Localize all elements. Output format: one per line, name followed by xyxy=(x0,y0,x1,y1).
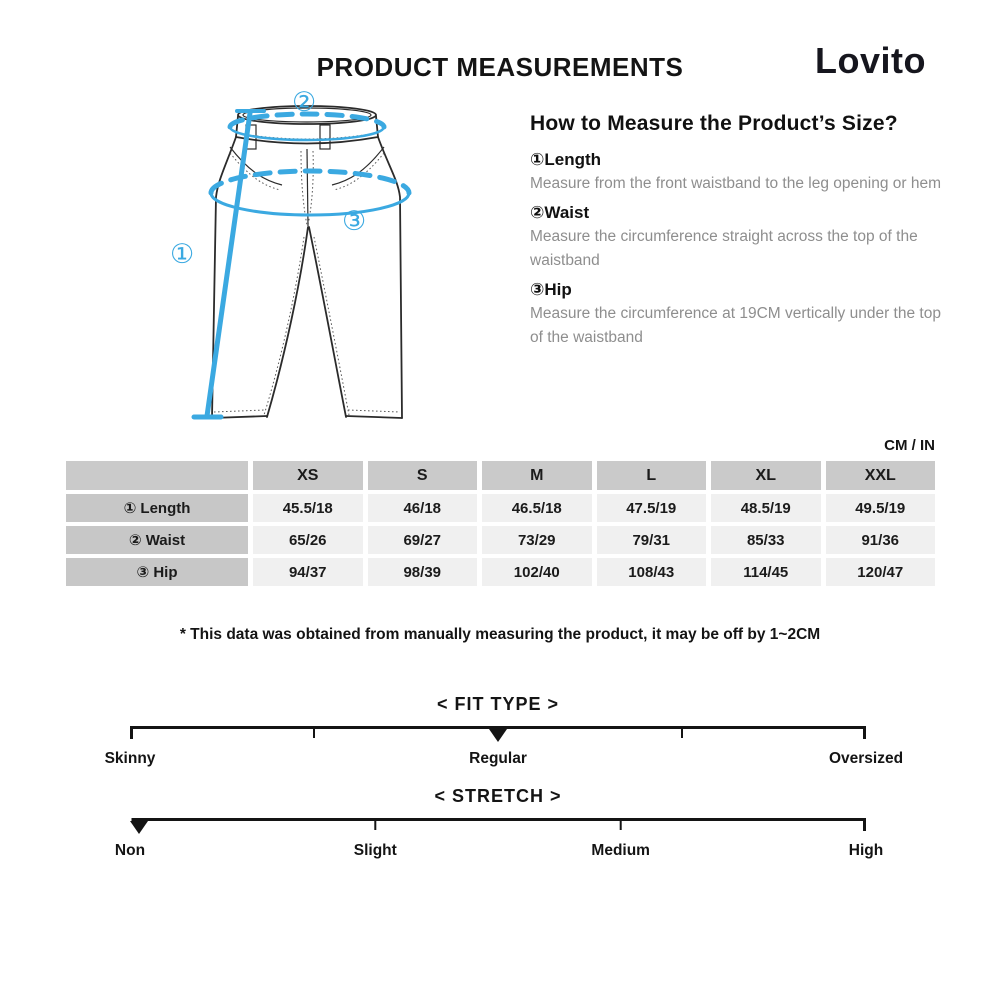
table-header-xl: XL xyxy=(711,461,821,490)
fit-type-axis xyxy=(130,726,866,744)
fit-type-scale xyxy=(104,694,904,772)
item-title-text: Waist xyxy=(544,203,590,222)
table-cell: 45.5/18 xyxy=(253,494,363,522)
fit-label-regular: Regular xyxy=(469,750,527,767)
how-to-item-desc: Measure the circumference at 19CM vertically under the top of the waistband xyxy=(530,305,941,346)
pants-measurement-diagram xyxy=(150,85,480,445)
how-to-item-title xyxy=(530,150,946,170)
waist-marker-icon: ② xyxy=(292,87,317,118)
table-header-s: S xyxy=(368,461,478,490)
table-cell: 69/27 xyxy=(368,526,478,554)
row-label-hip: ③ Hip xyxy=(66,558,248,586)
item-title-text: Length xyxy=(544,150,602,169)
hip-marker-icon: ③ xyxy=(342,206,367,237)
circled-number-icon: ③ xyxy=(530,280,545,299)
how-to-item-length xyxy=(530,150,946,196)
table-cell: 85/33 xyxy=(711,526,821,554)
circled-number-icon: ② xyxy=(530,203,545,222)
table-cell: 65/26 xyxy=(253,526,363,554)
stretch-marker-icon xyxy=(130,821,148,834)
measurement-disclaimer: * This data was obtained from manually measuring the product, it may be off by 1~2CM xyxy=(179,626,821,643)
how-to-measure-section xyxy=(530,112,946,350)
fit-type-marker-icon xyxy=(489,729,507,742)
table-cell: 94/37 xyxy=(253,558,363,586)
stretch-label-high: High xyxy=(848,842,884,859)
fit-type-labels xyxy=(104,750,904,772)
how-to-item-hip xyxy=(530,280,946,350)
how-to-item-desc: Measure from the front waistband to the leg opening or hem xyxy=(530,175,941,192)
table-cell: 108/43 xyxy=(597,558,707,586)
circled-number-icon: ① xyxy=(530,150,545,169)
row-label-waist: ② Waist xyxy=(66,526,248,554)
table-header-empty xyxy=(66,461,248,490)
pants-line-art xyxy=(150,85,480,445)
table-header-xxl: XXL xyxy=(826,461,936,490)
table-header-m: M xyxy=(482,461,592,490)
units-label: CM / IN xyxy=(884,437,935,454)
stretch-scale xyxy=(114,786,884,864)
fit-type-title: < FIT TYPE > xyxy=(436,694,560,714)
table-cell: 91/36 xyxy=(826,526,936,554)
stretch-label-slight: Slight xyxy=(353,842,397,859)
stretch-label-medium: Medium xyxy=(591,842,650,859)
table-cell: 120/47 xyxy=(826,558,936,586)
table-cell: 46/18 xyxy=(368,494,478,522)
table-cell: 46.5/18 xyxy=(482,494,592,522)
stretch-label-non: Non xyxy=(114,842,146,859)
page-title: PRODUCT MEASUREMENTS xyxy=(316,52,684,82)
how-to-item-title xyxy=(530,280,946,300)
how-to-item-waist xyxy=(530,203,946,273)
how-to-item-desc: Measure the circumference straight across the top of the waistband xyxy=(530,228,918,269)
stretch-axis xyxy=(130,818,866,836)
table-cell: 102/40 xyxy=(482,558,592,586)
how-to-item-title xyxy=(530,203,946,223)
table-cell: 48.5/19 xyxy=(711,494,821,522)
row-label-length: ① Length xyxy=(66,494,248,522)
table-cell: 98/39 xyxy=(368,558,478,586)
stretch-labels xyxy=(114,842,884,864)
stretch-title: < STRETCH > xyxy=(434,786,562,806)
item-title-text: Hip xyxy=(544,280,572,299)
brand-logo: Lovito xyxy=(815,40,926,81)
how-to-heading: How to Measure the Product’s Size? xyxy=(530,112,898,135)
table-cell: 73/29 xyxy=(482,526,592,554)
table-cell: 114/45 xyxy=(711,558,821,586)
fit-label-oversized: Oversized xyxy=(828,750,904,767)
table-cell: 47.5/19 xyxy=(597,494,707,522)
length-marker-icon: ① xyxy=(170,239,195,270)
table-cell: 49.5/19 xyxy=(826,494,936,522)
table-header-l: L xyxy=(597,461,707,490)
table-cell: 79/31 xyxy=(597,526,707,554)
table-header-xs: XS xyxy=(253,461,363,490)
fit-label-skinny: Skinny xyxy=(104,750,156,767)
size-table xyxy=(66,461,935,586)
